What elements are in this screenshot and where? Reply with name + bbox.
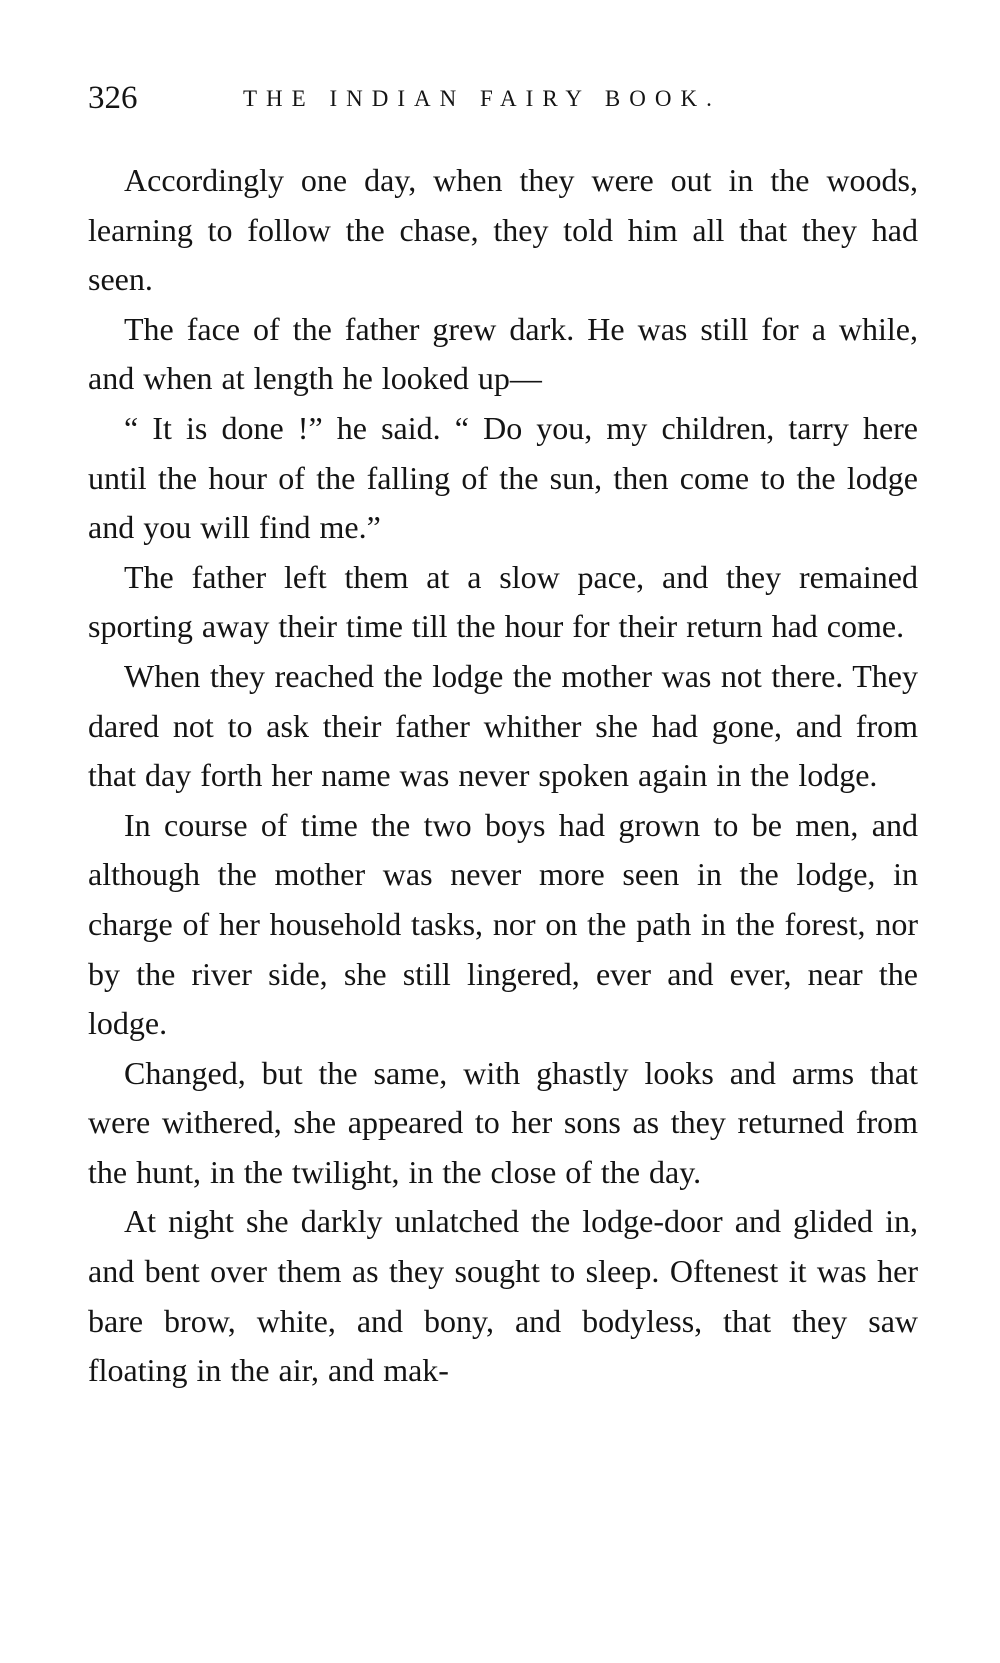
paragraph: Accordingly one day, when they were out in the woods, learning to follow the chase, they told him all that they had seen.: [88, 162, 918, 298]
paragraph: The face of the father grew dark. He was still for a while, and when at length he looked up—: [88, 310, 918, 397]
paragraph: Changed, but the same, with ghastly looks and arms that were withered, she appeared to her sons as they returned from the hunt, in the twilight, in the close of the day.: [88, 1054, 918, 1190]
body-text: [88, 156, 918, 1396]
paragraph: When they reached the lodge the mother was not there. They dared not to ask their father whither she had gone, and from that day forth her name was never spoken again in the lodge.: [88, 657, 918, 794]
paragraph: “ It is done !” he said. “ Do you, my children, tarry here until the hour of the falling of the sun, then come to the lodge and you will find me.”: [88, 409, 918, 546]
paragraph: The father left them at a slow pace, and they remained sporting away their time till the hour for their return had come.: [88, 558, 918, 645]
paragraph: In course of time the two boys had grown to be men, and although the mother was never more seen in the lodge, in charge of her household tasks, nor on the path in the forest, nor by the river side, she still lingered, ever and ever, near the lodge.: [88, 806, 918, 1042]
running-header: [88, 78, 918, 118]
page-number: 326: [88, 80, 138, 116]
paragraph: At night she darkly unlatched the lodge-door and glided in, and bent over them as they sought to sleep. Oftenest it was her bare brow, white, and bony, and bodyless, that they saw floating in the air, and mak-: [88, 1203, 918, 1389]
running-title: THE INDIAN FAIRY BOOK.: [243, 86, 721, 111]
